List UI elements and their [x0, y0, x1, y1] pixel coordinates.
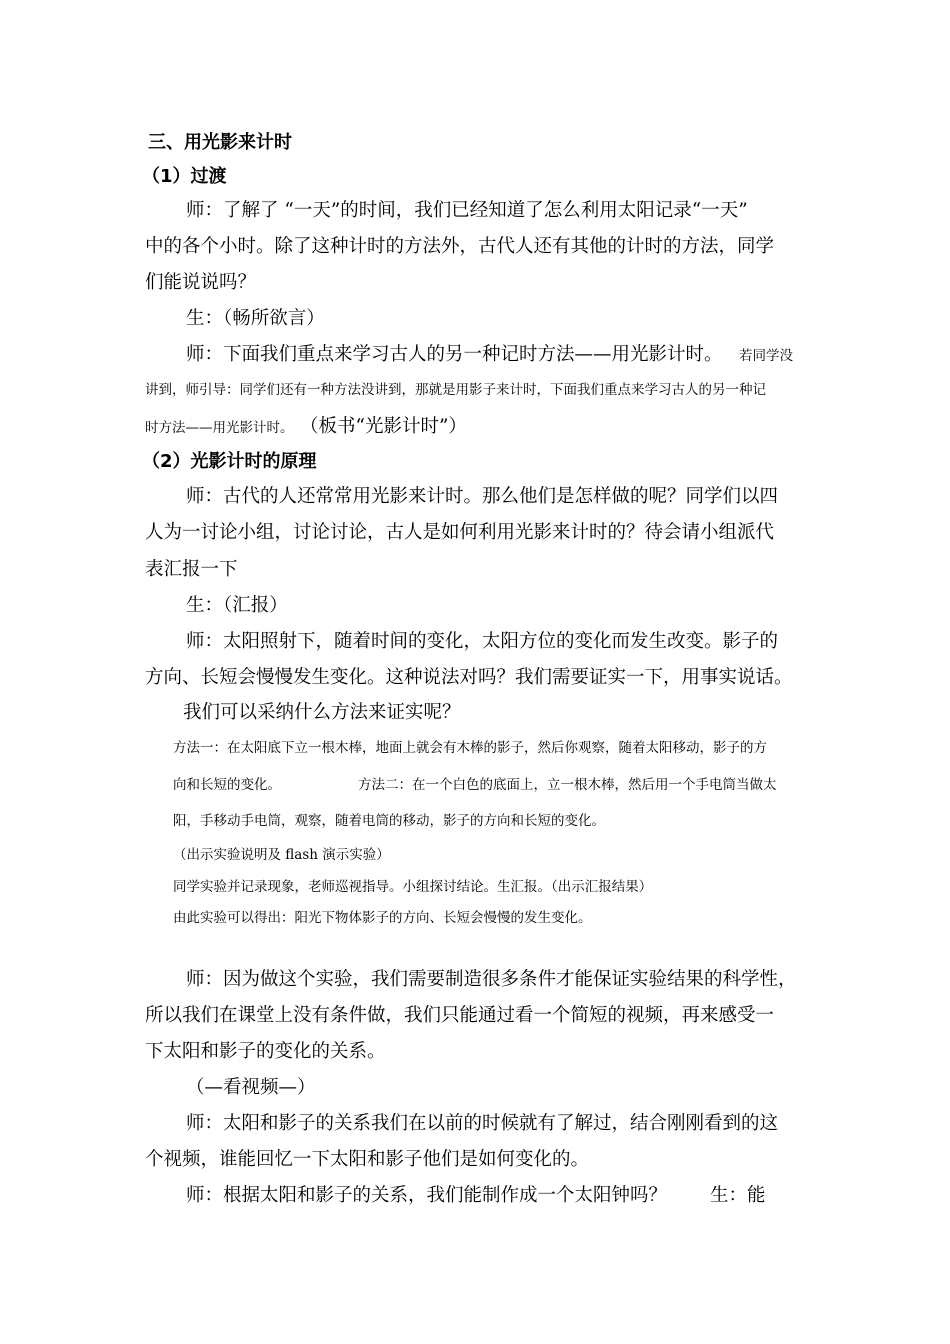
method-one: 向和长短的变化。 — [173, 777, 281, 793]
paragraph-line: 师：了解了 “一天”的时间，我们已经知道了怎么利用太阳记录“一天” — [186, 200, 748, 221]
paragraph-line: （—看视频—） — [186, 1077, 316, 1098]
paragraph-line: 下太阳和影子的变化的关系。 — [145, 1041, 386, 1062]
subheading-transition: （1）过渡 — [142, 166, 227, 187]
paragraph-line: 师：因为做这个实验，我们需要制造很多条件才能保证实验结果的科学性， — [186, 969, 797, 990]
small-note: 时方法——用光影计时。 — [145, 420, 294, 436]
section-heading: 三、用光影来计时 — [148, 132, 292, 153]
small-note: 由此实验可以得出：阳光下物体影子的方向、长短会慢慢的发生变化。 — [173, 910, 592, 926]
method-two: 方法二：在一个白色的底面上，立一根木棒，然后用一个手电筒当做太 — [358, 777, 777, 793]
paragraph-line: （板书“光影计时”） — [300, 416, 467, 437]
small-note: 若同学没 — [739, 348, 793, 364]
paragraph-line: 生：（畅所欲言） — [186, 308, 325, 329]
paragraph-line: 师：太阳和影子的关系我们在以前的时候就有了解过，结合刚刚看到的这 — [186, 1113, 779, 1134]
paragraph-line: 生：（汇报） — [186, 595, 288, 616]
small-note: 讲到，师引导：同学们还有一种方法没讲到，那就是用影子来计时，下面我们重点来学习古人的另一种记 — [145, 382, 766, 398]
small-note: 同学实验并记录现象，老师巡视指导。小组探讨结论。生汇报。（出示汇报结果） — [173, 879, 653, 895]
paragraph-line: 师：下面我们重点来学习古人的另一种记时方法——用光影计时。 — [186, 344, 723, 365]
paragraph-line: 中的各个小时。除了这种计时的方法外，古代人还有其他的计时的方法，同学 — [145, 236, 775, 257]
method-one: 方法一：在太阳底下立一根木棒，地面上就会有木棒的影子，然后你观察，随着太阳移动，影子的方 — [173, 740, 767, 756]
method-two: 阳，手移动手电筒，观察，随着电筒的移动，影子的方向和长短的变化。 — [173, 813, 605, 829]
paragraph-line: 表汇报一下 — [145, 559, 238, 580]
paragraph-line: 方向、长短会慢慢发生变化。这种说法对吗？我们需要证实一下，用事实说话。 — [145, 667, 793, 688]
paragraph-line: 师：古代的人还常常用光影来计时。那么他们是怎样做的呢？同学们以四 — [186, 486, 779, 507]
paragraph-line: 们能说说吗？ — [145, 272, 257, 293]
paragraph-line: 我们可以采纳什么方法来证实呢？ — [183, 702, 461, 723]
paragraph-line: 师：根据太阳和影子的关系，我们能制作成一个太阳钟吗？ — [186, 1185, 668, 1206]
paragraph-line: 生：能 — [710, 1185, 766, 1206]
paragraph-line: 师：太阳照射下，随着时间的变化，太阳方位的变化而发生改变。影子的 — [186, 631, 779, 652]
paragraph-line: 个视频，谁能回忆一下太阳和影子他们是如何变化的。 — [145, 1149, 590, 1170]
small-note: （出示实验说明及 flash 演示实验） — [173, 847, 390, 863]
paragraph-line: 所以我们在课堂上没有条件做，我们只能通过看一个简短的视频，再来感受一 — [145, 1005, 775, 1026]
paragraph-line: 人为一讨论小组，讨论讨论，古人是如何利用光影来计时的？待会请小组派代 — [145, 522, 775, 543]
subheading-principle: （2）光影计时的原理 — [142, 451, 317, 472]
